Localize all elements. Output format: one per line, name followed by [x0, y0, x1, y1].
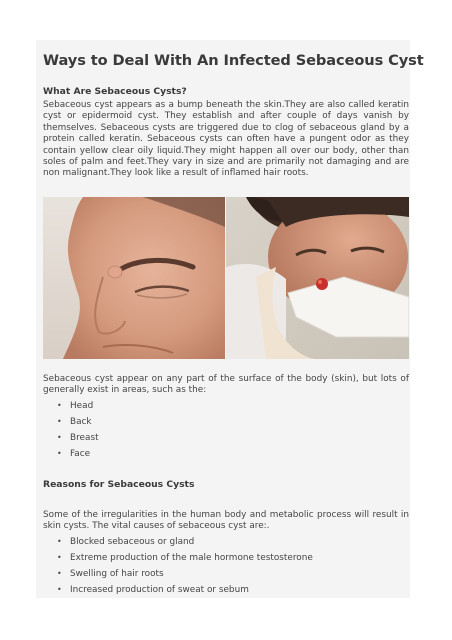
reasons-intro: Some of the irregularities in the human body and metabolic process will result in skin cysts. The vital causes of sebaceous cyst are:.	[43, 510, 409, 532]
bullet-icon: •	[57, 585, 62, 594]
page-title: Ways to Deal With An Infected Sebaceous Cyst	[43, 52, 424, 69]
bullet-icon: •	[57, 537, 62, 546]
list-item: • Swelling of hair roots	[43, 566, 409, 582]
bullet-icon: •	[57, 401, 62, 410]
section-heading-what: What Are Sebaceous Cysts?	[43, 86, 187, 97]
bullet-icon: •	[57, 417, 62, 426]
list-item: • Blocked sebaceous or gland	[43, 534, 409, 550]
section-body-what: Sebaceous cyst appears as a bump beneath the skin.They are also called keratin cyst or epidermoid cyst. They establish and after couple of days vanish by themselves. Sebaceous cysts are triggered due to clog of sebaceous gland by a protein called keratin. Sebaceous cysts can often have a pungent odor as they contain yellow clear oily liquid.They might happen all over our body, other than soles of palm and feet.They vary in size and are primarily not damaging and are non malignant.They look like a result of inflamed hair roots.	[43, 100, 409, 179]
bullet-icon: •	[57, 553, 62, 562]
photo-face-with-cyst	[43, 197, 225, 359]
areas-intro: Sebaceous cyst appear on any part of the surface of the body (skin), but lots of generally exist in areas, such as the:	[43, 374, 409, 396]
list-item: • Extreme production of the male hormone testosterone	[43, 550, 409, 566]
bullet-icon: •	[57, 433, 62, 442]
bullet-icon: •	[57, 569, 62, 578]
photo-pair	[43, 197, 409, 359]
list-item: • Head	[43, 398, 409, 414]
bullet-icon: •	[57, 449, 62, 458]
list-item: • Increased production of sweat or sebum	[43, 582, 409, 598]
reasons-list	[43, 534, 409, 598]
list-item: • Back	[43, 414, 409, 430]
list-item: • Breast	[43, 430, 409, 446]
areas-list	[43, 398, 409, 462]
section-heading-reasons: Reasons for Sebaceous Cysts	[43, 479, 195, 490]
photo-extracted-cyst	[226, 197, 409, 359]
list-item: • Face	[43, 446, 409, 462]
